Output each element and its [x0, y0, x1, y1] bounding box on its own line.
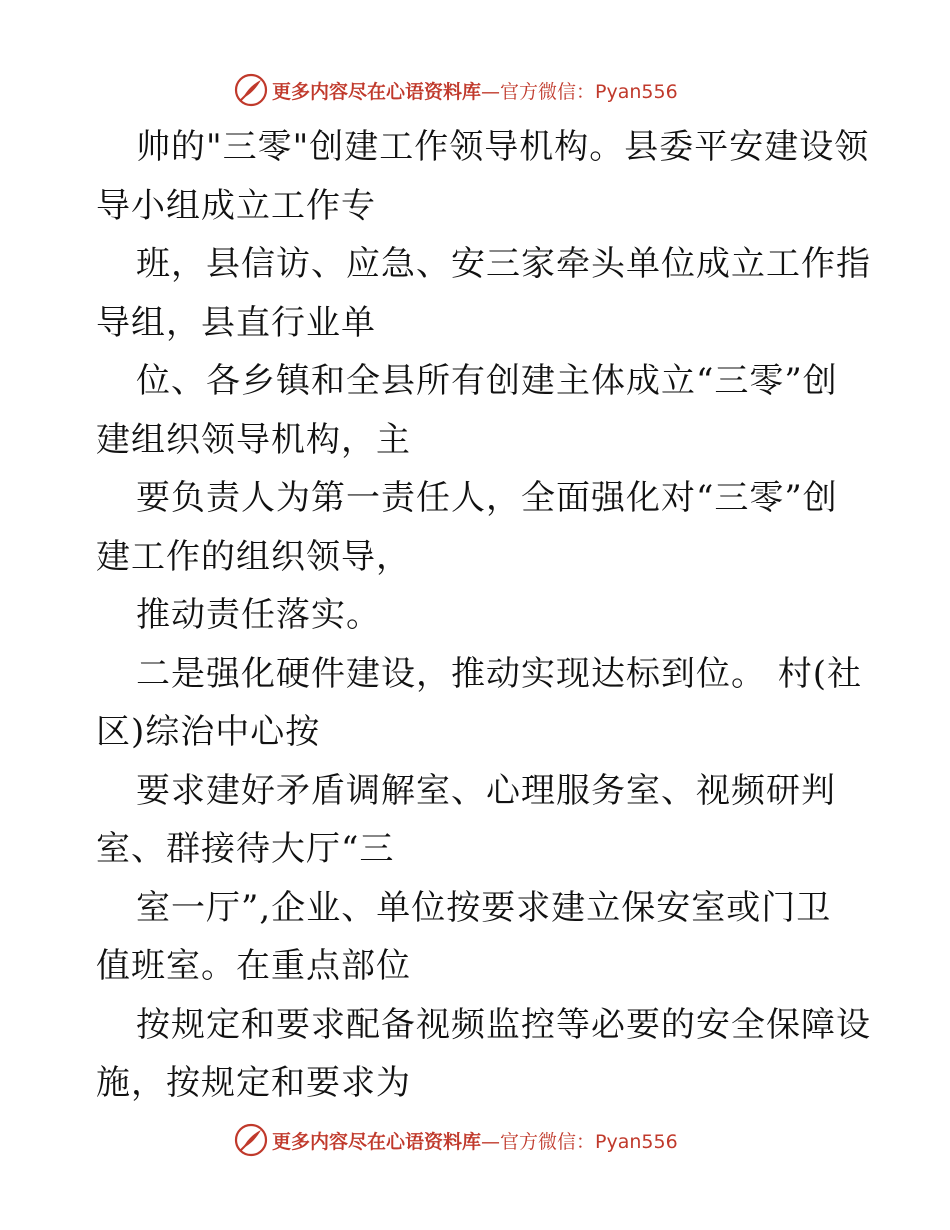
- body-line: 建工作的组织领导，: [96, 536, 411, 577]
- body-line: 导组，县直行业单: [96, 302, 376, 343]
- header-promo-text: 更多内容尽在心语资料库: [272, 80, 482, 103]
- body-line: 位、各乡镇和全县所有创建主体成立“三零”创: [136, 361, 838, 401]
- body-line: 推动责任落实。: [136, 595, 381, 635]
- footer-promo-text: 更多内容尽在心语资料库: [272, 1130, 482, 1153]
- body-line: 室一厅”,企业、单位按要求建立保安室或门卫: [136, 887, 832, 928]
- header-promo: [272, 77, 678, 104]
- header-wechat-id: Pyan556: [595, 80, 678, 103]
- feather-pen-logo-icon: [234, 73, 268, 107]
- header-wechat-label: 官方微信：: [500, 80, 596, 103]
- body-line: 班，县信访、应急、安三家牵头单位成立工作指: [136, 244, 871, 284]
- body-line: 值班室。在重点部位: [96, 946, 411, 986]
- footer-wechat-label: 官方微信：: [500, 1130, 596, 1153]
- body-line: 施，按规定和要求为: [96, 1063, 411, 1103]
- body-line: 按规定和要求配备视频监控等必要的安全保障设: [136, 1004, 871, 1045]
- body-line: 导小组成立工作专: [96, 185, 376, 226]
- body-line: 室、群接待大厅“三: [96, 829, 395, 869]
- body-line: 建组织领导机构，主: [96, 419, 411, 460]
- body-line: 二是强化硬件建设，推动实现达标到位。 村(社: [136, 653, 863, 694]
- body-line: 要求建好矛盾调解室、心理服务室、视频研判: [136, 770, 836, 811]
- footer-banner: [234, 1122, 678, 1158]
- header-banner: [234, 72, 678, 108]
- body-line: 帅的"三零"创建工作领导机构。县委平安建设领: [136, 127, 870, 167]
- document-body: [96, 118, 871, 1113]
- body-line: 要负责人为第一责任人，全面强化对“三零”创: [136, 478, 838, 518]
- feather-pen-logo-icon: [234, 1123, 268, 1157]
- body-line: 区)综治中心按: [96, 712, 321, 752]
- footer-separator: —: [481, 1130, 501, 1153]
- footer-promo: [272, 1127, 678, 1154]
- header-separator: —: [481, 80, 501, 103]
- footer-wechat-id: Pyan556: [595, 1130, 678, 1153]
